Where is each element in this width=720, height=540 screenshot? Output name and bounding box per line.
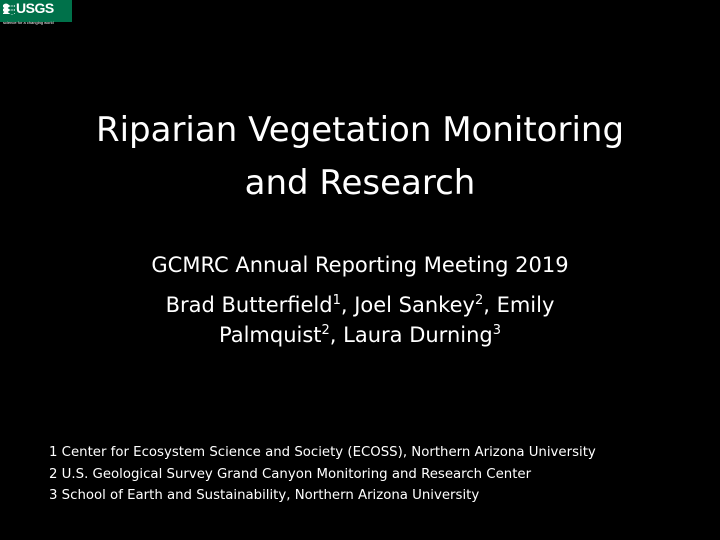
- author-2-affiliation: 2: [474, 293, 484, 308]
- usgs-tagline: science for a changing world: [3, 20, 54, 25]
- subtitle-block: [80, 250, 640, 350]
- title-line-2: and Research: [244, 163, 476, 203]
- slide-title: [40, 104, 680, 210]
- author-line-2: [80, 320, 640, 350]
- author-3-name-cont: Palmquist: [218, 323, 322, 347]
- author-3-name: , Emily: [483, 293, 555, 317]
- author-2-name: , Joel Sankey: [340, 293, 475, 317]
- affiliation-1: 1 Center for Ecosystem Science and Society (ECOSS), Northern Arizona University: [49, 445, 596, 460]
- affiliation-2: 2 U.S. Geological Survey Grand Canyon Monitoring and Research Center: [49, 466, 532, 482]
- usgs-logo: [0, 0, 72, 25]
- author-3-affiliation: 2: [321, 323, 330, 338]
- meeting-name: GCMRC Annual Reporting Meeting 2019: [151, 253, 569, 277]
- author-1-affiliation: 1: [332, 293, 341, 308]
- title-line-1: Riparian Vegetation Monitoring: [95, 110, 625, 150]
- author-line-1: [80, 290, 640, 320]
- author-1-name: Brad Butterfield: [165, 293, 333, 317]
- usgs-logo-text: USGS: [16, 0, 54, 16]
- author-4-affiliation: 3: [492, 323, 502, 338]
- author-list: [80, 290, 640, 350]
- usgs-wave-icon: [3, 2, 15, 14]
- affiliation-3: 3 School of Earth and Sustainability, Northern Arizona University: [49, 488, 480, 503]
- affiliation-list: [49, 442, 709, 507]
- author-4-name: , Laura Durning: [329, 323, 493, 347]
